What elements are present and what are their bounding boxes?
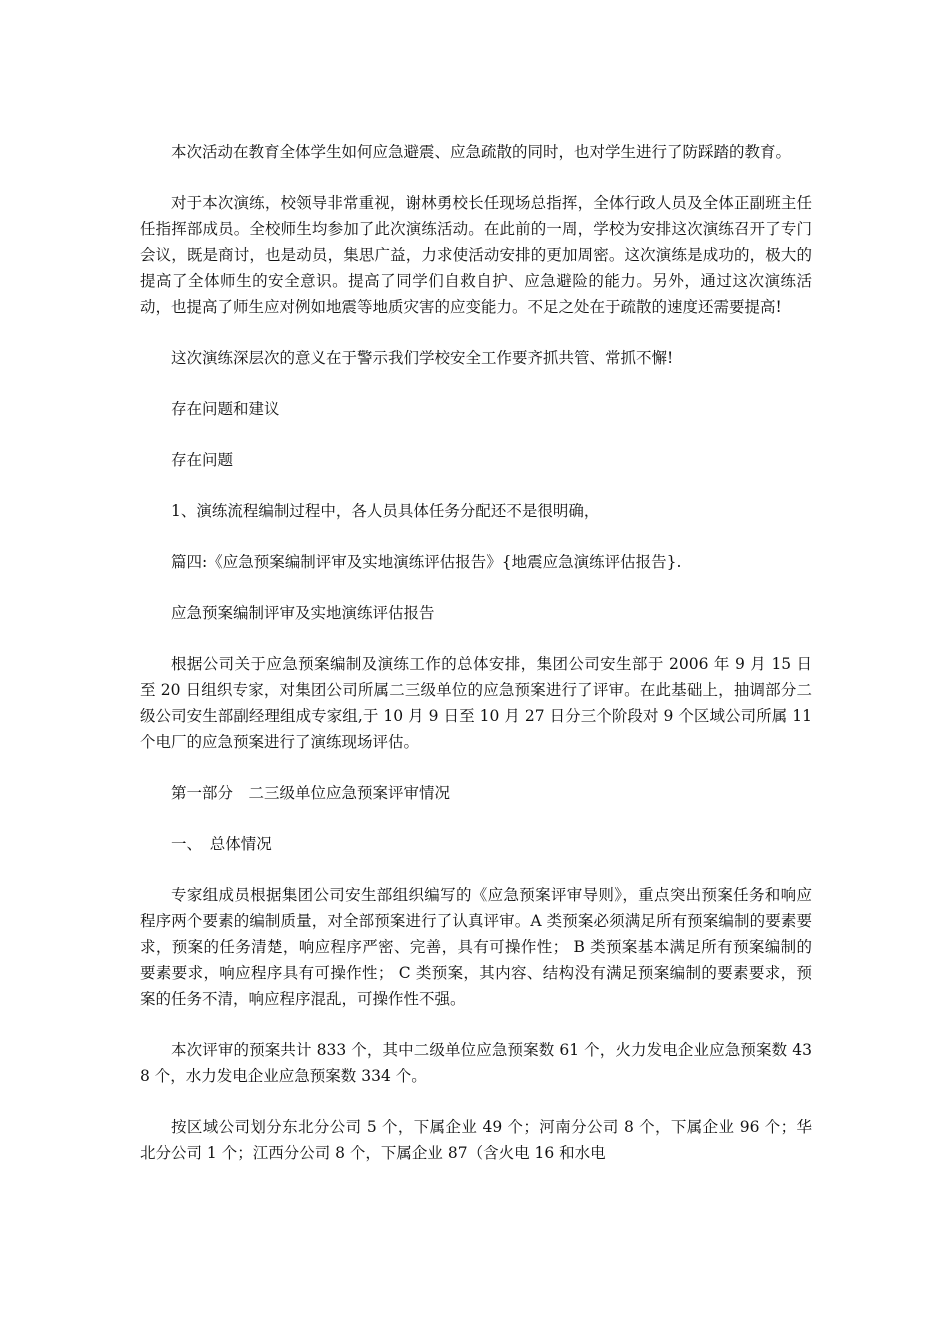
paragraph-review-criteria: 专家组成员根据集团公司安生部组织编写的《应急预案评审导则》，重点突出预案任务和响应程序两个要素的编制质量，对全部预案进行了认真评审。A 类预案必须满足所有预案编制的要素要求，预案的任务清楚，响应程序严密、完善，具有可操作性； B 类预案基本满足所有预案编制的要素要求，响应程序具有可操作性； C 类预案，其内容、结构没有满足预案编制的要素要求，预案的任务不清，响应程序混乱，可操作性不强。 [140, 886, 812, 1008]
heading-overall-situation: 一、 总体情况 [171, 835, 272, 853]
document-body [140, 139, 812, 1166]
paragraph-review-totals: 本次评审的预案共计 833 个，其中二级单位应急预案数 61 个，火力发电企业应急预案数 438 个，水力发电企业应急预案数 334 个。 [140, 1041, 812, 1085]
heading-problems: 存在问题 [171, 451, 234, 469]
paragraph-report-background: 根据公司关于应急预案编制及演练工作的总体安排，集团公司安生部于 2006 年 9 月 15 日至 20 日组织专家，对集团公司所属二三级单位的应急预案进行了评审。在此基础上，抽调部分二级公司安生部副经理组成专家组,于 10 月 9 日至 10 月 27 日分三个阶段对 9 个区域公司所属 11 个电厂的应急预案进行了演练现场评估。 [140, 655, 812, 751]
report-title: 应急预案编制评审及实地演练评估报告 [171, 604, 435, 622]
paragraph-drill-summary: 对于本次演练，校领导非常重视，谢林勇校长任现场总指挥，全体行政人员及全体正副班主任任指挥部成员。全校师生均参加了此次演练活动。在此前的一周，学校为安排这次演练召开了专门会议，既是商讨，也是动员，集思广益，力求使活动安排的更加周密。这次演练是成功的，极大的提高了全体师生的安全意识。提高了同学们自救自护、应急避险的能力。另外，通过这次演练活动，也提高了师生应对例如地震等地质灾害的应变能力。不足之处在于疏散的速度还需要提高! [140, 194, 812, 316]
problem-item-1: 1、演练流程编制过程中，各人员具体任务分配还不是很明确， [171, 502, 600, 520]
heading-problems-and-suggestions: 存在问题和建议 [171, 400, 280, 418]
heading-part-one: 第一部分 二三级单位应急预案评审情况 [171, 784, 451, 802]
paragraph-drill-education: 本次活动在教育全体学生如何应急避震、应急疏散的同时，也对学生进行了防踩踏的教育。 [171, 143, 792, 161]
paragraph-regional-breakdown: 按区域公司划分东北分公司 5 个，下属企业 49 个；河南分公司 8 个，下属企业 96 个；华北分公司 1 个；江西分公司 8 个，下属企业 87（含火电 16 和水电 [140, 1118, 812, 1162]
paragraph-deeper-meaning: 这次演练深层次的意义在于警示我们学校安全工作要齐抓共管、常抓不懈! [171, 349, 674, 367]
section-title-part-four: 篇四:《应急预案编制评审及实地演练评估报告》{地震应急演练评估报告}. [171, 553, 682, 571]
